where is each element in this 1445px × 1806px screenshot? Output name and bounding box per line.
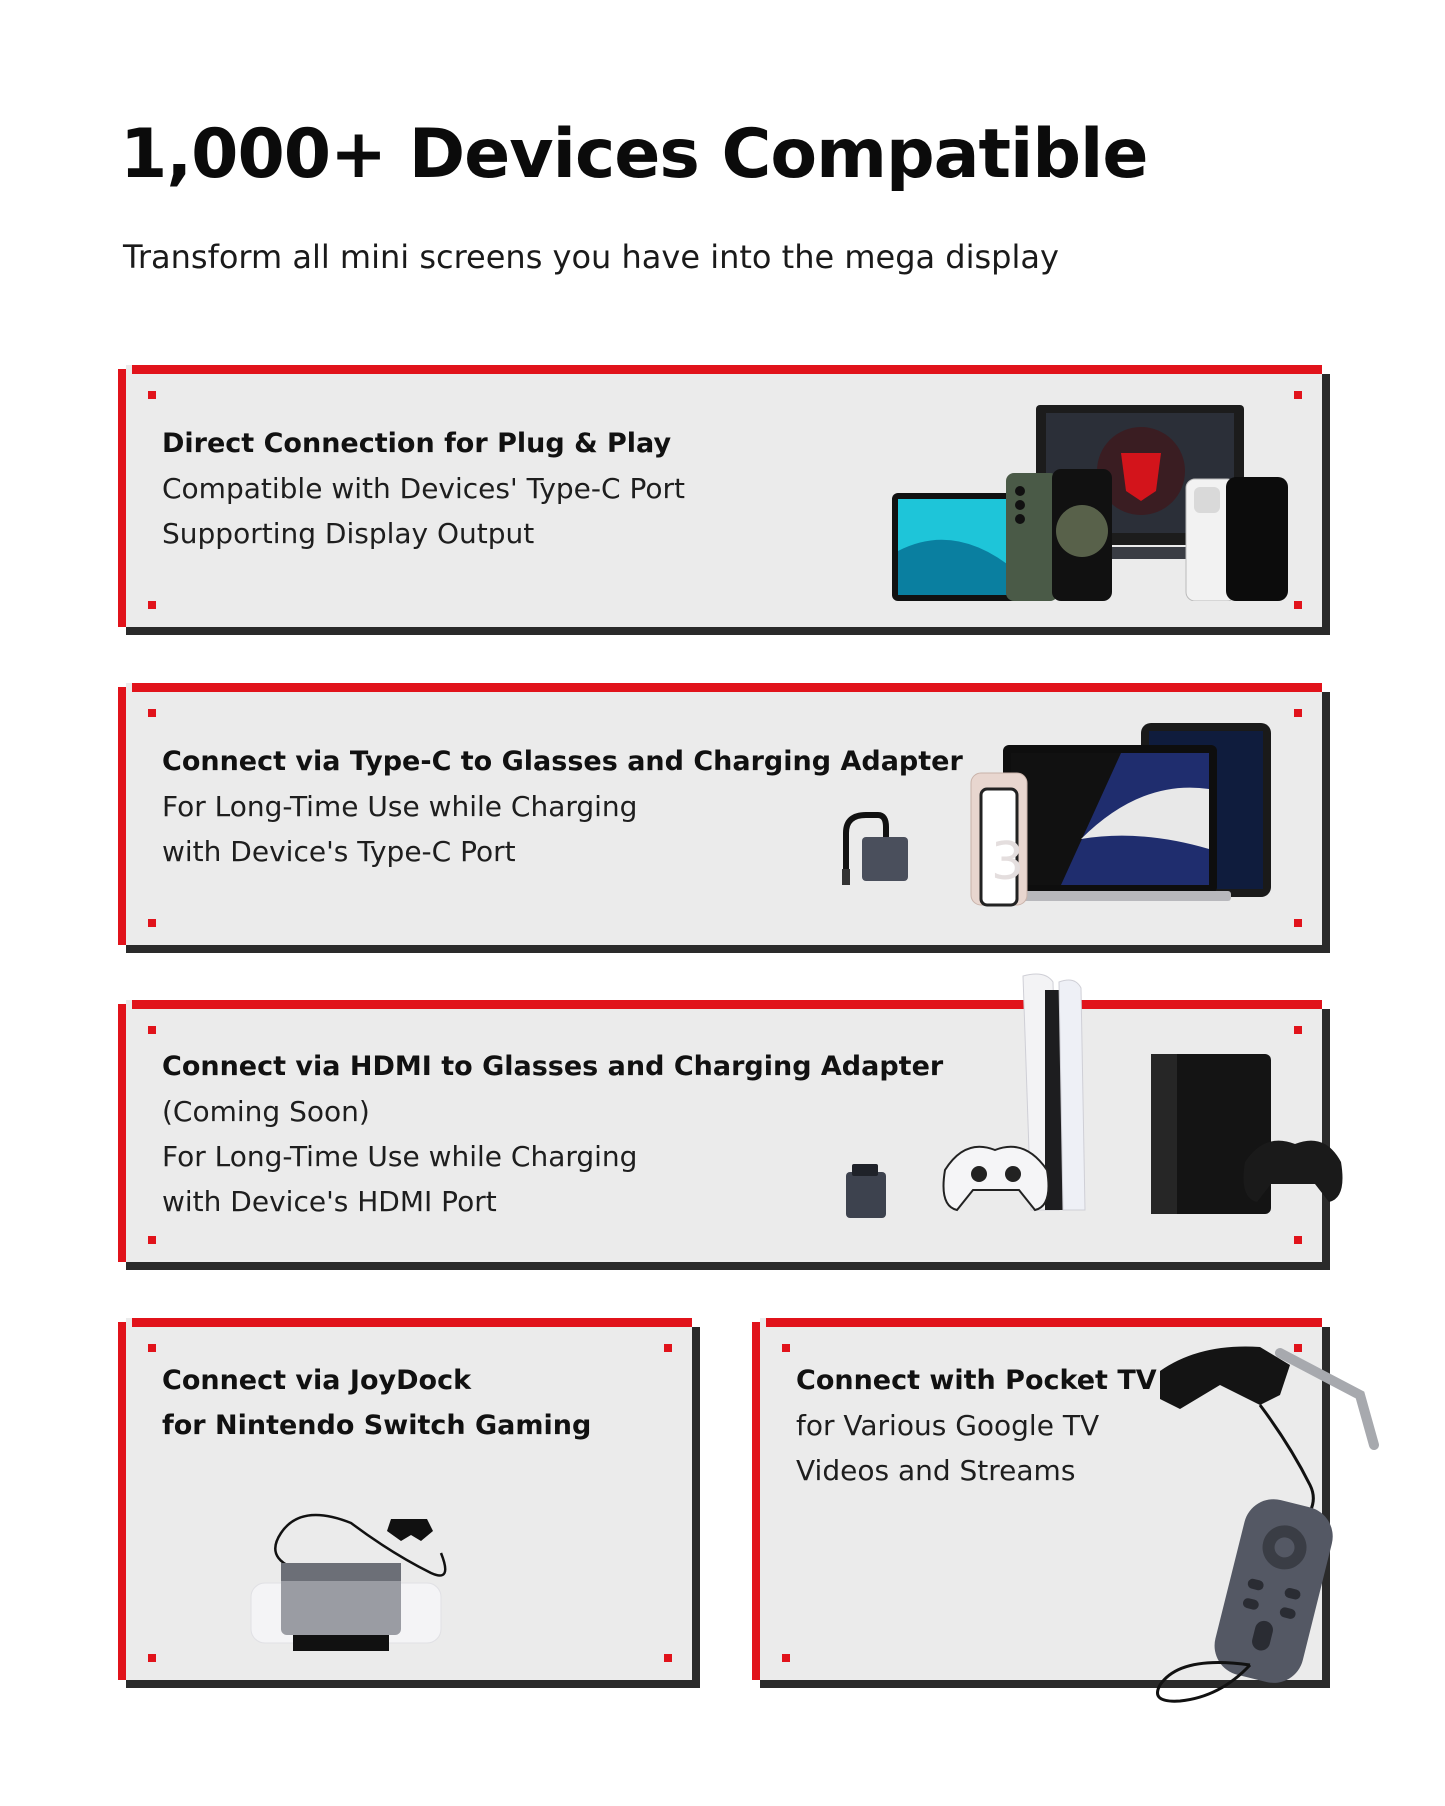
svg-text:3: 3 bbox=[991, 832, 1025, 892]
card-line: Supporting Display Output bbox=[162, 517, 535, 550]
card-line: with Device's HDMI Port bbox=[162, 1185, 497, 1218]
page-subtitle: Transform all mini screens you have into the mega display bbox=[123, 238, 1059, 276]
pocket-tv-illustration bbox=[1140, 1335, 1390, 1705]
game-consoles-illustration bbox=[935, 970, 1345, 1220]
devices-illustration bbox=[941, 719, 1311, 919]
card-line: for Various Google TV bbox=[796, 1409, 1100, 1442]
devices-illustration bbox=[886, 401, 1306, 601]
joydock-illustration bbox=[241, 1493, 471, 1663]
card-line: Videos and Streams bbox=[796, 1454, 1076, 1487]
card-line: Compatible with Devices' Type-C Port bbox=[162, 472, 685, 505]
page-title: 1,000+ Devices Compatible bbox=[120, 115, 1148, 194]
card-title: Connect via Type-C to Glasses and Charging Adapter bbox=[162, 746, 963, 777]
card-title: Connect with Pocket TV bbox=[796, 1365, 1157, 1396]
hdmi-adapter-illustration bbox=[840, 1160, 890, 1220]
card-typec-adapter bbox=[126, 683, 1322, 945]
card-line: with Device's Type-C Port bbox=[162, 835, 516, 868]
adapter-illustration bbox=[826, 803, 916, 893]
card-line: For Long-Time Use while Charging bbox=[162, 790, 638, 823]
card-title: Connect via JoyDock bbox=[162, 1365, 472, 1396]
card-joydock bbox=[126, 1318, 692, 1680]
card-title: Connect via HDMI to Glasses and Charging Adapter bbox=[162, 1051, 944, 1082]
card-title: Direct Connection for Plug & Play bbox=[162, 428, 672, 459]
card-line: For Long-Time Use while Charging bbox=[162, 1140, 638, 1173]
card-direct-connection bbox=[126, 365, 1322, 627]
card-title: for Nintendo Switch Gaming bbox=[162, 1410, 592, 1441]
card-line: (Coming Soon) bbox=[162, 1095, 370, 1128]
